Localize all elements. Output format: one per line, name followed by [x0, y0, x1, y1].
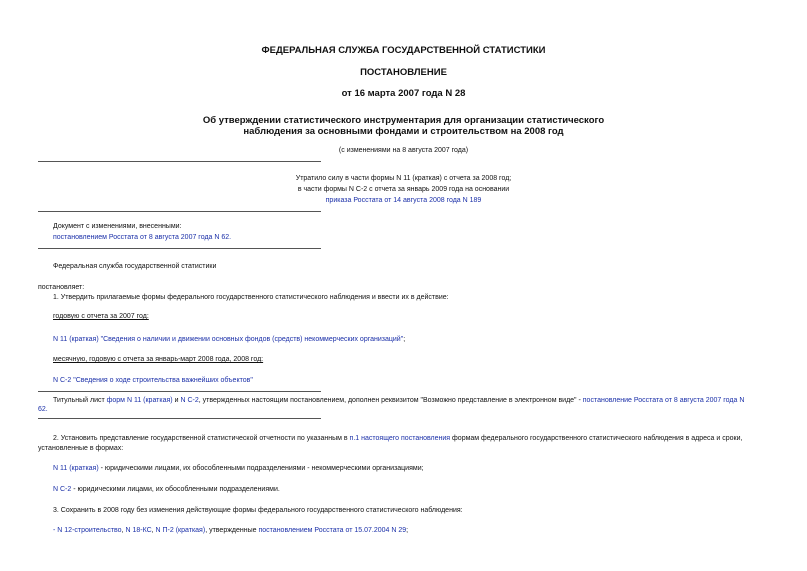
amendment-link[interactable]: постановлением Росстата от 8 августа 2007 года N 62. [53, 234, 232, 241]
form-11-item [53, 335, 405, 344]
divider [38, 161, 321, 162]
comma: , [151, 527, 156, 534]
repeal-order-link[interactable]: приказа Росстата от 14 августа 2008 года N 189 [325, 197, 482, 204]
note-forms-link[interactable]: форм N 11 (краткая) [106, 397, 173, 404]
paragraph-2 [53, 434, 742, 443]
paragraph-2-cont: установленные в формах: [38, 445, 124, 452]
form-c2-entity-line [53, 485, 280, 494]
divider [38, 248, 321, 249]
monthly-heading: месячную, годовую с отчета за январь-март 2008 года, 2008 год: [53, 356, 264, 363]
form-11-entity-line [53, 464, 424, 473]
agency-heading: ФЕДЕРАЛЬНАЯ СЛУЖБА ГОСУДАРСТВЕННОЙ СТАТИСТИКИ [261, 45, 546, 56]
changes-note: (с изменениями на 8 августа 2007 года) [338, 147, 469, 154]
divider [38, 418, 321, 419]
paragraph-1: 1. Утвердить прилагаемые формы федерального государственного статистического наблюдения и ввести их в действие: [53, 294, 449, 301]
document-date: от 16 марта 2007 года N 28 [341, 88, 466, 99]
amended-label: Документ с изменениями, внесенными: [53, 223, 182, 230]
document-type: ПОСТАНОВЛЕНИЕ [360, 67, 447, 78]
this-decree-link[interactable]: настоящего постановления [361, 435, 451, 442]
decrees-line: постановляет: [38, 284, 85, 291]
note-text: и [172, 397, 181, 404]
form-c2-link[interactable]: N С-2 "Сведения о ходе строительства важнейших объектов" [53, 377, 253, 384]
note-decree-link-cont[interactable]: 62. [38, 406, 48, 413]
p2-text: формам федерального государственного статистического наблюдения в адреса и сроки, [450, 435, 743, 442]
form-c2-entity-text: - юридическими лицами, их обособленными подразделениями. [71, 486, 280, 493]
paragraph-3: 3. Сохранить в 2008 году без изменения действующие формы федерального государственного статистического наблюдения: [53, 507, 463, 514]
note-c2-link[interactable]: N С-2 [180, 397, 199, 404]
note-decree-link[interactable]: постановление Росстата от 8 августа 2007 года N [582, 397, 745, 404]
p1-link[interactable]: п.1 [349, 435, 360, 442]
note-text: Титульный лист [53, 397, 107, 404]
approved-text: , утвержденные [205, 527, 259, 534]
dash: - [53, 527, 58, 534]
title-page-note [53, 396, 744, 405]
decree-2004-link[interactable]: постановлением Росстата от 15.07.2004 N 29 [258, 527, 407, 534]
paragraph-3-forms [53, 526, 408, 535]
document-title-line1: Об утверждении статистического инструментария для организации статистического [202, 115, 605, 126]
validity-line2: в части формы N С-2 с отчета за январь 2009 года на основании [297, 186, 510, 193]
form-p2-link[interactable]: N П-2 (краткая) [155, 527, 206, 534]
p2-text: 2. Установить представление государственной статистической отчетности по указанным в [53, 435, 350, 442]
form-11-link[interactable]: N 11 (краткая) "Сведения о наличии и движении основных фондов (средств) некоммерческих организаций" [53, 336, 404, 343]
annual-heading: годовую с отчета за 2007 год: [53, 313, 149, 320]
note-text: , утвержденных настоящим постановлением, дополнен реквизитом "Возможно представление в электронном виде" - [198, 397, 583, 404]
validity-line1: Утратило силу в части формы N 11 (краткая) с отчета за 2008 год; [295, 175, 512, 182]
document-title-line2: наблюдения за основными фондами и строительством на 2008 год [243, 126, 564, 137]
form-11-short-link[interactable]: N 11 (краткая) [53, 465, 99, 472]
form-c2-short-link[interactable]: N С-2 [53, 486, 72, 493]
service-line: Федеральная служба государственной статистики [53, 263, 217, 270]
comma: , [121, 527, 126, 534]
form-11-end: ; [403, 336, 406, 343]
form-11-entity-text: - юридическими лицами, их обособленными подразделениями - некоммерческими организациями; [98, 465, 424, 472]
form-18ks-link[interactable]: N 18-КС [125, 527, 152, 534]
divider [38, 211, 321, 212]
divider [38, 391, 321, 392]
semicolon: ; [406, 527, 409, 534]
form-12-link[interactable]: N 12-строительство [57, 527, 122, 534]
